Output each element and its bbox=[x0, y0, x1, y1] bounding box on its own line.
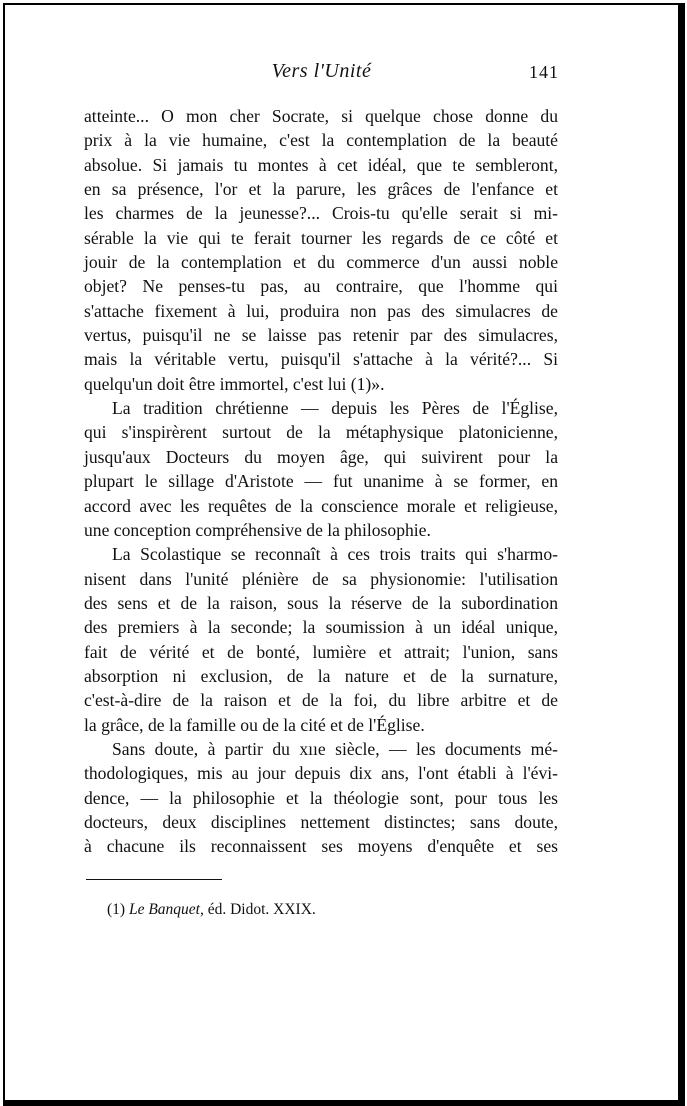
text-line: quelqu'un doit être immortel, c'est lui (1)». bbox=[84, 373, 385, 394]
text-line: les charmes de la jeunesse?... Crois-tu qu'elle serait si mi- bbox=[84, 203, 558, 224]
text-line: une conception compréhensive de la philosophie. bbox=[84, 519, 431, 540]
text-line: thodologiques, mis au jour depuis dix ans, l'ont établi à l'évi- bbox=[84, 763, 558, 784]
text-line: la grâce, de la famille ou de la cité et de l'Église. bbox=[84, 714, 425, 735]
running-title: Vers l'Unité bbox=[271, 60, 372, 82]
page-number: 141 bbox=[529, 62, 559, 82]
paragraph-start-line: La tradition chrétienne — depuis les Pères de l'Église, bbox=[112, 398, 558, 419]
text-line: des sens et de la raison, sous la réserve de la subordination bbox=[84, 592, 558, 613]
page-header bbox=[84, 60, 559, 90]
text-line: des premiers à la seconde; la soumission à un idéal unique, bbox=[84, 617, 558, 638]
text-line: mais la véritable vertu, puisqu'il s'attache à la vérité?... Si bbox=[84, 349, 558, 370]
text-line: qui s'inspirèrent surtout de la métaphysique platonicienne, bbox=[84, 422, 558, 443]
text-line: absorption ni exclusion, de la nature et de la surnature, bbox=[84, 665, 558, 686]
text-line: à chacune ils reconnaissent ses moyens d'enquête et ses bbox=[84, 836, 558, 857]
text-line: jusqu'aux Docteurs du moyen âge, qui suivirent pour la bbox=[84, 446, 558, 467]
text-line: atteinte... O mon cher Socrate, si quelque chose donne du bbox=[84, 106, 558, 126]
text-line: en sa présence, l'or et la parure, les grâces de l'enfance et bbox=[84, 179, 558, 200]
footnote-reference: éd. Didot. XXIX. bbox=[207, 901, 316, 918]
text-line: vertus, puisqu'il ne se laisse pas retenir par des simulacres, bbox=[84, 325, 558, 346]
body-text bbox=[84, 104, 558, 859]
text-line: dence, — la philosophie et la théologie sont, pour tous les bbox=[84, 787, 558, 808]
footnote-rule bbox=[86, 879, 222, 880]
text-line: absolue. Si jamais tu montes à cet idéal, que te sembleront, bbox=[84, 154, 558, 175]
text-line: plupart le sillage d'Aristote — fut unanime à se former, en bbox=[84, 471, 558, 492]
text-line: accord avec les requêtes de la conscience morale et religieuse, bbox=[84, 495, 558, 516]
text-line: docteurs, deux disciplines nettement distinctes; sans doute, bbox=[84, 811, 558, 832]
text-line: sérable la vie qui te ferait tourner les regards de ce côté et bbox=[84, 227, 558, 248]
text-line: objet? Ne penses-tu pas, au contraire, que l'homme qui bbox=[84, 276, 558, 297]
text-line: s'attache fixement à lui, produira non pas des simulacres de bbox=[84, 300, 558, 321]
text-line: nisent dans l'unité plénière de sa physionomie: l'utilisation bbox=[84, 568, 558, 589]
text-line: c'est-à-dire de la raison et de la foi, du libre arbitre et de bbox=[84, 690, 558, 711]
text-line: fait de vérité et de bonté, lumière et attrait; l'union, sans bbox=[84, 641, 558, 662]
paragraph-start-line: La Scolastique se reconnaît à ces trois traits qui s'harmo- bbox=[112, 544, 558, 565]
text-line: jouir de la contemplation et du commerce d'un aussi noble bbox=[84, 252, 558, 273]
footnote bbox=[107, 901, 316, 919]
footnote-marker: (1) bbox=[107, 901, 126, 918]
footnote-title: Le Banquet, bbox=[128, 901, 204, 918]
text-line: prix à la vie humaine, c'est la contemplation de la beauté bbox=[84, 130, 558, 151]
paragraph-start-line: Sans doute, à partir du xııe siècle, — les documents mé- bbox=[112, 738, 558, 759]
